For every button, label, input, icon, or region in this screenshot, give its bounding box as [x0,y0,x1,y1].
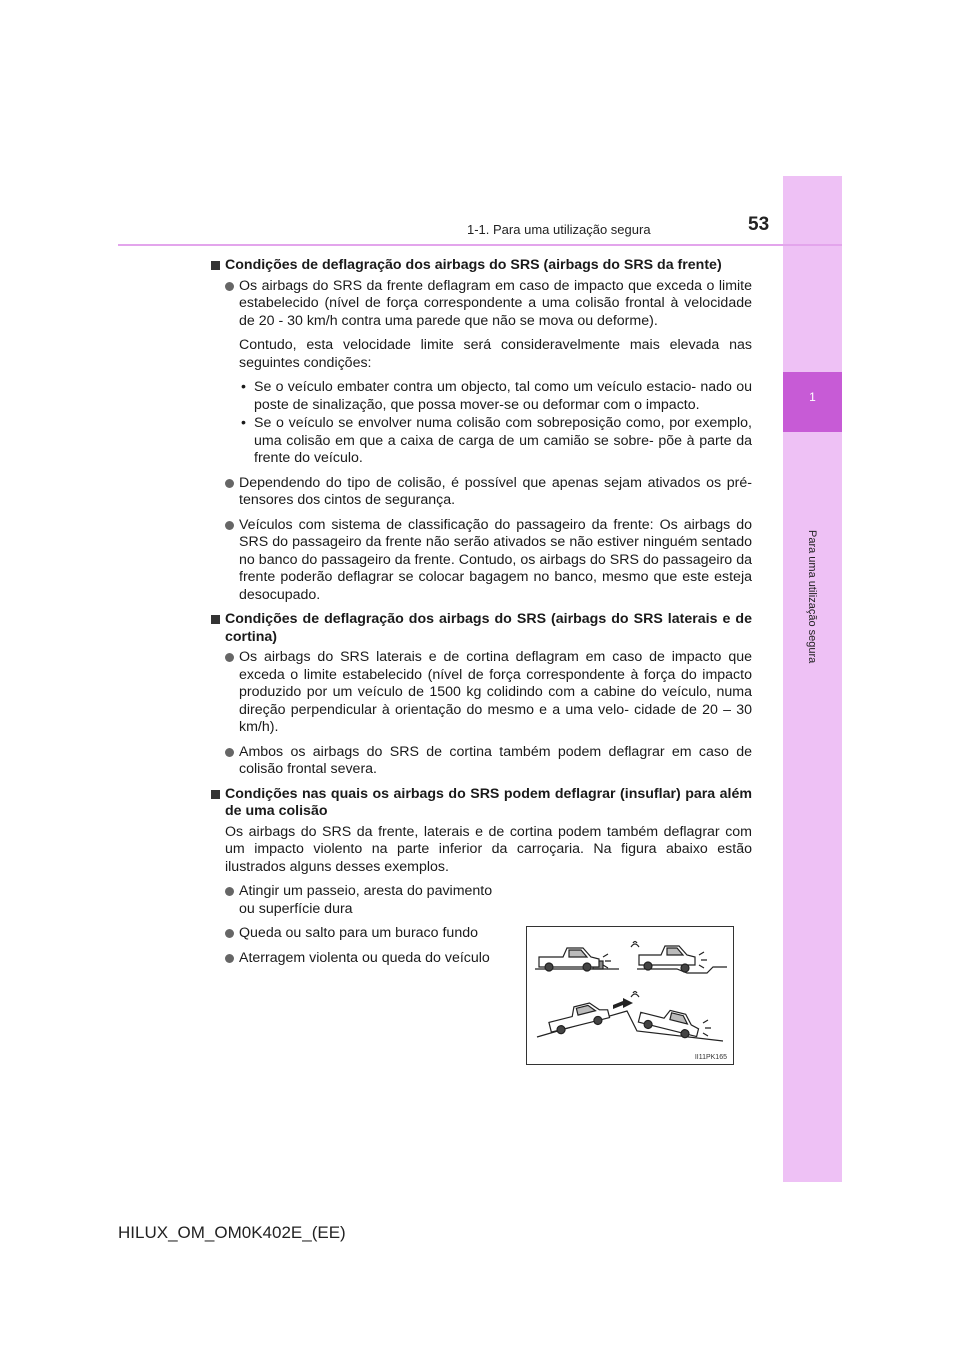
list-item [210,925,500,943]
round-bullet-icon [225,887,234,896]
sub-list-item-text: Se o veículo embater contra um objecto, tal como um veículo estacio- nado ou poste de sinalização, que possa mover-se ou deformar com o impacto. [254,379,752,413]
heading-other-deployment-conditions [210,786,752,821]
heading-side-curtain-airbag-conditions [210,611,752,646]
round-bullet-icon [225,521,234,530]
sub-bullet-icon: • [241,415,246,431]
heading-frontal-airbag-conditions [210,257,752,275]
arrow-icon [613,998,633,1009]
list-item-text: Os airbags do SRS da frente deflagram em caso de impacto que exceda o limite estabelecido (nível de força correspondente a uma colisão frontal à velocidade de 20 - 30 km/h contra uma parede que não se mova ou deforme). [239,277,752,329]
section-title: 1-1. Para uma utilização segura [467,222,651,237]
list-item-text: Ambos os airbags do SRS de cortina também podem deflagrar em caso de colisão frontal severa. [239,743,752,777]
header-rule [118,244,842,246]
paragraph: Contudo, esta velocidade limite será consideravelmente mais elevada nas seguintes condições: [239,337,752,371]
page-number: 53 [748,214,770,235]
list-item-text: Veículos com sistema de classificação do passageiro da frente: Os airbags do SRS do passageiro da frente não serão ativados se não estiver ninguém sentado no banco do passageiro da frente. Contudo, os airbags do SRS do passageiro da frente poderão deflagrar se colocar bagagem no banco, mesmo que este esteja desocupado. [239,516,752,603]
list-item-text: Aterragem violenta ou queda do veículo [239,949,490,966]
round-bullet-icon [225,954,234,963]
heading-text: Condições de deflagração dos airbags do SRS (airbags do SRS da frente) [225,257,722,273]
square-bullet-icon [211,790,220,799]
list-item-text: Os airbags do SRS laterais e de cortina deflagram em caso de impacto que exceda o limite estabelecido (nível de força correspondente à força do impacto produzido por um veículo de 1500 kg colidindo com a cabine do veículo, numa direção perpendicular à orientação do mesmo e a uma velo- cidade de 20 – 30 km/h). [239,649,752,735]
list-item [210,278,752,331]
round-bullet-icon [225,748,234,757]
sub-list-item [210,379,752,414]
square-bullet-icon [211,615,220,624]
square-bullet-icon [211,261,220,270]
side-tab [783,176,842,1182]
sub-bullet-icon: • [241,379,246,395]
heading-text: Condições nas quais os airbags do SRS podem deflagrar (insuflar) para além de uma colisão [225,785,752,819]
list-item [210,744,752,779]
example-list [210,883,500,967]
list-item-text: Dependendo do tipo de colisão, é possível que apenas sejam ativados os pré-tensores dos cintos de segurança. [239,474,752,508]
list-item [210,517,752,605]
side-tab-label-box [798,530,828,664]
heading-text: Condições de deflagração dos airbags do SRS (airbags do SRS laterais e de cortina) [225,611,752,645]
round-bullet-icon [225,929,234,938]
main-content [210,257,752,974]
pickup-truck-impact-illustration [527,927,733,1064]
list-item-text: Atingir um passeio, aresta do pavimento ou superfície dura [239,883,493,917]
list-item [210,883,500,918]
figure-label: II11PK165 [694,1054,727,1061]
list-item [210,649,752,737]
sub-list-item-text: Se o veículo se envolver numa colisão com sobreposição como, por exemplo, uma colisão em que a caixa de carga de um camião se sobre- põe à parte da frente do veículo. [254,415,752,466]
paragraph: Os airbags do SRS da frente, laterais e de cortina podem também deflagrar com um impacto violento na parte inferior da carroçaria. Na figura abaixo estão ilustrados alguns desses exemplos. [225,823,752,875]
round-bullet-icon [225,653,234,662]
list-item [210,475,752,510]
illustration-figure [526,926,734,1065]
list-item-text: Queda ou salto para um buraco fundo [239,925,478,941]
document-code: HILUX_OM_OM0K402E_(EE) [118,1223,346,1242]
round-bullet-icon [225,479,234,488]
side-tab-number: 1 [809,390,816,404]
side-tab-label: Para uma utilização segura [806,530,818,664]
list-item [210,950,500,968]
sub-list-item [210,415,752,468]
round-bullet-icon [225,282,234,291]
